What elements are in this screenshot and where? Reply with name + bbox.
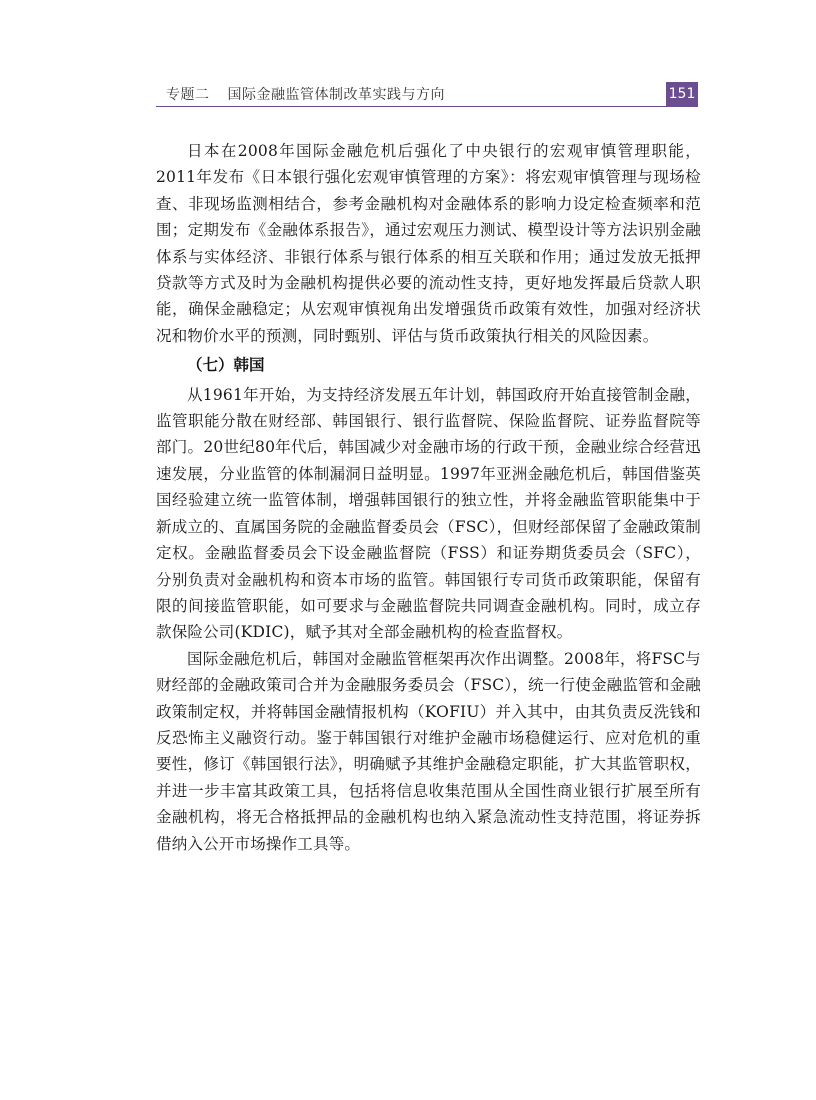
page-body (156, 138, 701, 857)
paragraph-japan: 日本在2008年国际金融危机后强化了中央银行的宏观审慎管理职能，2011年发布《日本银行强化宏观审慎管理的方案》：将宏观审慎管理与现场检查、非现场监测相结合，参考金融机构对金融体系的影响力设定检查频率和范围；定期发布《金融体系报告》，通过宏观压力测试、模型设计等方法识别金融体系与实体经济、非银行体系与银行体系的相互关联和作用；通过发放无抵押贷款等方式及时为金融机构提供必要的流动性支持，更好地发挥最后贷款人职能，确保金融稳定；从宏观审慎视角出发增强货币政策有效性，加强对经济状况和物价水平的预测，同时甄别、评估与货币政策执行相关的风险因素。 (156, 142, 701, 345)
header-text (166, 84, 445, 104)
header-chapter-title: 国际金融监管体制改革实践与方向 (227, 87, 445, 103)
paragraph-korea-history: 从1961年开始，为支持经济发展五年计划，韩国政府开始直接管制金融，监管职能分散在财经部、韩国银行、银行监督院、保险监督院、证券监督院等部门。20世纪80年代后，韩国减少对金融市场的行政干预，金融业综合经营迅速发展，分业监管的体制漏洞日益明显。1997年亚洲金融危机后，韩国借鉴英国经验建立统一监管体制，增强韩国银行的独立性，并将金融监管职能集中于新成立的、直属国务院的金融监督委员会（FSC），但财经部保留了金融政策制定权。金融监督委员会下设金融监督院（FSS）和证券期货委员会（SFC），分别负责对金融机构和资本市场的监管。韩国银行专司货币政策职能，保留有限的间接监管职能，如可要求与金融监督院共同调查金融机构。同时，成立存款保险公司(KDIC)，赋予其对全部金融机构的检查监督权。 (156, 385, 701, 642)
page-number-badge: 151 (666, 82, 698, 106)
header-divider (156, 106, 698, 107)
section-heading-korea: （七）韩国 (187, 356, 265, 375)
header-section-label: 专题二 (166, 87, 210, 103)
running-header (156, 82, 698, 106)
paragraph-korea-reform: 国际金融危机后，韩国对金融监管框架再次作出调整。2008年，将FSC与财经部的金融政策司合并为金融服务委员会（FSC），统一行使金融监管和金融政策制定权，并将韩国金融情报机构（KOFIU）并入其中，由其负责反洗钱和反恐怖主义融资行动。鉴于韩国银行对维护金融市场稳健运行、应对危机的重要性，修订《韩国银行法》，明确赋予其维护金融稳定职能，扩大其监管职权，并进一步丰富其政策工具，包括将信息收集范围从全国性商业银行扩展至所有金融机构，将无合格抵押品的金融机构也纳入紧急流动性支持范围，将证券拆借纳入公开市场操作工具等。 (156, 649, 701, 853)
